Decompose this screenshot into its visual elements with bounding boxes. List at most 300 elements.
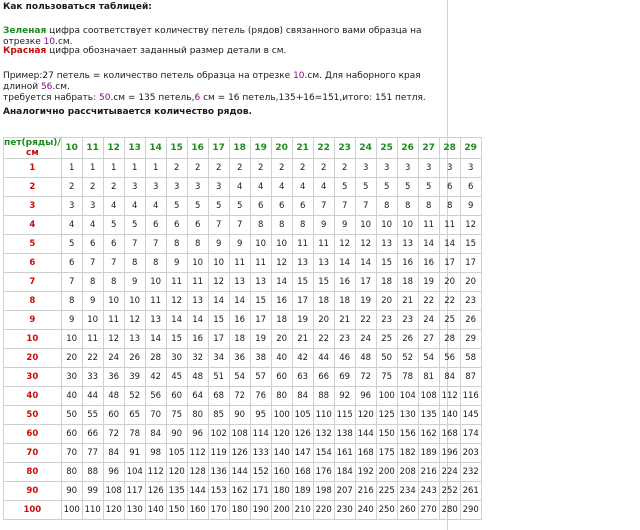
conversion-table — [3, 137, 482, 520]
table-cell: 171 — [250, 482, 271, 501]
table-cell: 19 — [418, 273, 439, 292]
table-cell: 110 — [313, 406, 334, 425]
table-cell: 55 — [82, 406, 103, 425]
table-cell: 170 — [208, 501, 229, 520]
table-cell: 104 — [397, 387, 418, 406]
table-cell: 14 — [166, 311, 187, 330]
table-cell: 190 — [250, 501, 271, 520]
table-cell: 20 — [61, 349, 82, 368]
table-cell: 60 — [166, 387, 187, 406]
table-cell: 133 — [250, 444, 271, 463]
table-cell: 15 — [208, 311, 229, 330]
table-cell: 22 — [313, 330, 334, 349]
table-cell: 18 — [229, 330, 250, 349]
table-cell: 22 — [418, 292, 439, 311]
table-cell: 154 — [313, 444, 334, 463]
corner-top-label: пет(ряды)/ — [4, 138, 61, 148]
table-row — [4, 292, 482, 311]
table-cell: 9 — [313, 216, 334, 235]
table-row — [4, 444, 482, 463]
table-cell: 13 — [313, 254, 334, 273]
table-cell: 42 — [292, 349, 313, 368]
table-cell: 5 — [187, 197, 208, 216]
table-cell: 2 — [187, 159, 208, 178]
table-cell: 6 — [166, 216, 187, 235]
table-cell: 99 — [82, 482, 103, 501]
table-cell: 4 — [271, 178, 292, 197]
table-cell: 16 — [397, 254, 418, 273]
table-row — [4, 387, 482, 406]
table-cell: 7 — [145, 235, 166, 254]
table-cell: 13 — [376, 235, 397, 254]
table-cell: 10 — [82, 311, 103, 330]
table-cell: 20 — [439, 273, 460, 292]
table-cell: 153 — [208, 482, 229, 501]
table-cell: 243 — [418, 482, 439, 501]
table-cell: 20 — [313, 311, 334, 330]
example-num1: 10 — [293, 71, 305, 81]
table-cell: 18 — [376, 273, 397, 292]
green-text-b: .см. — [55, 37, 73, 47]
table-cell: 9 — [61, 311, 82, 330]
table-cell: 4 — [313, 178, 334, 197]
table-cell: 3 — [460, 159, 481, 178]
table-cell: 58 — [460, 349, 481, 368]
example-b: .см. Для наборного края длиной — [3, 71, 421, 92]
red-text: цифра обозначает заданный размер детали в см. — [46, 46, 287, 56]
table-row — [4, 159, 482, 178]
table-cell: 14 — [208, 292, 229, 311]
table-cell: 105 — [292, 406, 313, 425]
table-cell: 15 — [460, 235, 481, 254]
table-cell: 32 — [187, 349, 208, 368]
column-header: 18 — [229, 138, 250, 159]
table-cell: 24 — [103, 349, 124, 368]
table-cell: 126 — [145, 482, 166, 501]
table-cell: 2 — [61, 178, 82, 197]
table-cell: 8 — [187, 235, 208, 254]
table-cell: 12 — [124, 311, 145, 330]
table-cell: 6 — [271, 197, 292, 216]
table-cell: 81 — [418, 368, 439, 387]
table-cell: 51 — [208, 368, 229, 387]
table-cell: 9 — [124, 273, 145, 292]
table-cell: 145 — [460, 406, 481, 425]
red-explanation — [3, 46, 286, 57]
table-cell: 16 — [187, 330, 208, 349]
column-header: 19 — [250, 138, 271, 159]
row-header: 40 — [4, 387, 62, 406]
table-cell: 2 — [313, 159, 334, 178]
table-row — [4, 235, 482, 254]
example-num4: 6 — [194, 93, 201, 103]
table-cell: 30 — [61, 368, 82, 387]
table-cell: 9 — [229, 235, 250, 254]
column-header: 23 — [334, 138, 355, 159]
table-cell: 130 — [397, 406, 418, 425]
table-cell: 144 — [187, 482, 208, 501]
table-cell: 180 — [271, 482, 292, 501]
table-cell: 8 — [250, 216, 271, 235]
table-cell: 11 — [166, 273, 187, 292]
table-cell: 1 — [124, 159, 145, 178]
table-cell: 10 — [208, 254, 229, 273]
table-cell: 19 — [250, 330, 271, 349]
table-cell: 189 — [292, 482, 313, 501]
table-cell: 8 — [103, 273, 124, 292]
table-cell: 17 — [439, 254, 460, 273]
row-header: 100 — [4, 501, 62, 520]
table-cell: 92 — [334, 387, 355, 406]
table-cell: 6 — [460, 178, 481, 197]
table-cell: 125 — [376, 406, 397, 425]
table-cell: 120 — [166, 463, 187, 482]
table-row — [4, 254, 482, 273]
table-cell: 7 — [103, 254, 124, 273]
table-cell: 50 — [61, 406, 82, 425]
table-cell: 40 — [61, 387, 82, 406]
green-number: 10 — [43, 37, 56, 47]
row-header: 6 — [4, 254, 62, 273]
table-cell: 116 — [460, 387, 481, 406]
table-cell: 144 — [355, 425, 376, 444]
table-cell: 3 — [355, 159, 376, 178]
row-header: 70 — [4, 444, 62, 463]
table-row — [4, 178, 482, 197]
table-cell: 120 — [355, 406, 376, 425]
table-cell: 9 — [460, 197, 481, 216]
example-text — [3, 71, 443, 104]
table-cell: 66 — [313, 368, 334, 387]
table-row — [4, 330, 482, 349]
table-cell: 54 — [229, 368, 250, 387]
table-cell: 2 — [82, 178, 103, 197]
table-cell: 45 — [166, 368, 187, 387]
table-cell: 175 — [376, 444, 397, 463]
table-cell: 68 — [208, 387, 229, 406]
column-header: 11 — [82, 138, 103, 159]
table-cell: 13 — [397, 235, 418, 254]
table-cell: 48 — [103, 387, 124, 406]
table-cell: 98 — [145, 444, 166, 463]
column-header: 24 — [355, 138, 376, 159]
column-header: 27 — [418, 138, 439, 159]
table-cell: 15 — [313, 273, 334, 292]
table-cell: 88 — [313, 387, 334, 406]
table-cell: 84 — [145, 425, 166, 444]
table-cell: 28 — [439, 330, 460, 349]
table-cell: 17 — [250, 311, 271, 330]
table-cell: 36 — [229, 349, 250, 368]
row-header: 5 — [4, 235, 62, 254]
table-cell: 24 — [355, 330, 376, 349]
table-cell: 7 — [334, 197, 355, 216]
column-header: 15 — [166, 138, 187, 159]
table-cell: 2 — [229, 159, 250, 178]
table-cell: 64 — [187, 387, 208, 406]
row-header: 10 — [4, 330, 62, 349]
table-cell: 22 — [82, 349, 103, 368]
table-cell: 8 — [145, 254, 166, 273]
table-cell: 72 — [103, 425, 124, 444]
table-cell: 250 — [376, 501, 397, 520]
table-cell: 290 — [460, 501, 481, 520]
table-cell: 5 — [166, 197, 187, 216]
table-cell: 7 — [313, 197, 334, 216]
table-cell: 15 — [292, 273, 313, 292]
table-cell: 108 — [418, 387, 439, 406]
table-cell: 19 — [355, 292, 376, 311]
table-cell: 162 — [229, 482, 250, 501]
table-cell: 12 — [271, 254, 292, 273]
table-cell: 230 — [334, 501, 355, 520]
table-cell: 87 — [460, 368, 481, 387]
table-cell: 3 — [187, 178, 208, 197]
column-header: 17 — [208, 138, 229, 159]
table-cell: 21 — [397, 292, 418, 311]
table-cell: 5 — [61, 235, 82, 254]
table-cell: 14 — [187, 311, 208, 330]
table-cell: 50 — [376, 349, 397, 368]
table-cell: 16 — [334, 273, 355, 292]
table-cell: 23 — [376, 311, 397, 330]
table-cell: 84 — [103, 444, 124, 463]
table-cell: 56 — [145, 387, 166, 406]
table-cell: 27 — [418, 330, 439, 349]
example-d: требуется набрать: — [3, 93, 99, 103]
table-cell: 14 — [229, 292, 250, 311]
row-header: 30 — [4, 368, 62, 387]
column-header: 12 — [103, 138, 124, 159]
column-header: 28 — [439, 138, 460, 159]
table-cell: 11 — [103, 311, 124, 330]
table-cell: 216 — [418, 463, 439, 482]
table-cell: 100 — [271, 406, 292, 425]
table-cell: 7 — [355, 197, 376, 216]
table-cell: 44 — [82, 387, 103, 406]
table-cell: 3 — [376, 159, 397, 178]
table-cell: 10 — [124, 292, 145, 311]
table-cell: 96 — [187, 425, 208, 444]
table-cell: 15 — [166, 330, 187, 349]
table-row — [4, 368, 482, 387]
table-cell: 60 — [103, 406, 124, 425]
table-cell: 260 — [397, 501, 418, 520]
instructions-heading: Как пользоваться таблицей: — [3, 2, 152, 12]
table-cell: 5 — [229, 197, 250, 216]
table-cell: 80 — [187, 406, 208, 425]
table-cell: 16 — [229, 311, 250, 330]
table-cell: 261 — [460, 482, 481, 501]
table-cell: 80 — [271, 387, 292, 406]
table-cell: 8 — [376, 197, 397, 216]
column-header: 25 — [376, 138, 397, 159]
table-cell: 4 — [145, 197, 166, 216]
table-row — [4, 425, 482, 444]
table-cell: 15 — [376, 254, 397, 273]
table-cell: 232 — [460, 463, 481, 482]
table-cell: 14 — [145, 330, 166, 349]
table-cell: 88 — [82, 463, 103, 482]
table-cell: 120 — [271, 425, 292, 444]
table-cell: 11 — [82, 330, 103, 349]
table-cell: 128 — [187, 463, 208, 482]
table-cell: 44 — [313, 349, 334, 368]
table-cell: 112 — [145, 463, 166, 482]
table-cell: 130 — [124, 501, 145, 520]
table-cell: 176 — [313, 463, 334, 482]
table-cell: 140 — [439, 406, 460, 425]
table-cell: 11 — [292, 235, 313, 254]
table-cell: 3 — [82, 197, 103, 216]
table-cell: 6 — [61, 254, 82, 273]
table-cell: 198 — [313, 482, 334, 501]
example-num3: 50 — [99, 93, 111, 103]
table-row — [4, 482, 482, 501]
table-cell: 3 — [418, 159, 439, 178]
table-cell: 56 — [439, 349, 460, 368]
table-cell: 5 — [208, 197, 229, 216]
table-cell: 6 — [103, 235, 124, 254]
table-cell: 26 — [460, 311, 481, 330]
table-cell: 26 — [397, 330, 418, 349]
column-header: 20 — [271, 138, 292, 159]
table-cell: 14 — [334, 254, 355, 273]
table-cell: 252 — [439, 482, 460, 501]
table-cell: 90 — [166, 425, 187, 444]
table-cell: 162 — [418, 425, 439, 444]
table-cell: 57 — [250, 368, 271, 387]
table-cell: 210 — [292, 501, 313, 520]
table-cell: 168 — [355, 444, 376, 463]
table-header-row — [4, 138, 482, 159]
table-cell: 8 — [292, 216, 313, 235]
table-cell: 108 — [103, 482, 124, 501]
table-row — [4, 501, 482, 520]
table-cell: 28 — [145, 349, 166, 368]
table-cell: 6 — [292, 197, 313, 216]
table-cell: 160 — [187, 501, 208, 520]
table-cell: 52 — [124, 387, 145, 406]
table-cell: 23 — [334, 330, 355, 349]
column-header: 14 — [145, 138, 166, 159]
table-cell: 15 — [250, 292, 271, 311]
row-header: 80 — [4, 463, 62, 482]
table-cell: 192 — [355, 463, 376, 482]
table-cell: 126 — [229, 444, 250, 463]
table-cell: 3 — [166, 178, 187, 197]
table-cell: 12 — [460, 216, 481, 235]
table-cell: 2 — [208, 159, 229, 178]
table-cell: 9 — [82, 292, 103, 311]
table-cell: 112 — [439, 387, 460, 406]
table-cell: 40 — [271, 349, 292, 368]
table-cell: 1 — [103, 159, 124, 178]
table-cell: 90 — [61, 482, 82, 501]
table-cell: 3 — [124, 178, 145, 197]
table-cell: 4 — [61, 216, 82, 235]
table-cell: 8 — [166, 235, 187, 254]
column-header: 10 — [61, 138, 82, 159]
table-cell: 6 — [187, 216, 208, 235]
column-header: 13 — [124, 138, 145, 159]
table-cell: 96 — [355, 387, 376, 406]
example-e: .см = 135 петель, — [110, 93, 195, 103]
corner-header — [4, 138, 62, 159]
row-header: 3 — [4, 197, 62, 216]
table-cell: 135 — [166, 482, 187, 501]
table-cell: 11 — [439, 216, 460, 235]
table-row — [4, 197, 482, 216]
table-cell: 160 — [271, 463, 292, 482]
table-cell: 48 — [187, 368, 208, 387]
table-cell: 2 — [292, 159, 313, 178]
table-cell: 20 — [460, 273, 481, 292]
table-cell: 10 — [271, 235, 292, 254]
table-cell: 16 — [271, 292, 292, 311]
table-cell: 30 — [166, 349, 187, 368]
table-cell: 63 — [292, 368, 313, 387]
table-cell: 135 — [418, 406, 439, 425]
table-cell: 54 — [418, 349, 439, 368]
table-cell: 2 — [250, 159, 271, 178]
table-cell: 6 — [250, 197, 271, 216]
table-cell: 10 — [145, 273, 166, 292]
table-cell: 11 — [229, 254, 250, 273]
table-cell: 13 — [145, 311, 166, 330]
table-row — [4, 349, 482, 368]
table-cell: 5 — [334, 178, 355, 197]
table-cell: 20 — [376, 292, 397, 311]
table-cell: 16 — [418, 254, 439, 273]
table-cell: 10 — [250, 235, 271, 254]
table-cell: 11 — [187, 273, 208, 292]
example-f: см = 16 петель,135+16=151,итого: 151 петля. — [200, 93, 426, 103]
table-cell: 4 — [250, 178, 271, 197]
table-cell: 6 — [439, 178, 460, 197]
table-row — [4, 273, 482, 292]
table-cell: 5 — [418, 178, 439, 197]
column-header: 21 — [292, 138, 313, 159]
table-cell: 1 — [145, 159, 166, 178]
table-cell: 196 — [439, 444, 460, 463]
table-cell: 7 — [82, 254, 103, 273]
red-word: Красная — [3, 46, 47, 56]
table-cell: 14 — [418, 235, 439, 254]
table-cell: 1 — [61, 159, 82, 178]
table-cell: 60 — [271, 368, 292, 387]
table-cell: 34 — [208, 349, 229, 368]
table-cell: 14 — [355, 254, 376, 273]
table-cell: 70 — [61, 444, 82, 463]
table-cell: 12 — [355, 235, 376, 254]
table-cell: 17 — [292, 292, 313, 311]
table-cell: 84 — [439, 368, 460, 387]
table-cell: 182 — [397, 444, 418, 463]
table-row — [4, 406, 482, 425]
table-row — [4, 311, 482, 330]
table-cell: 117 — [124, 482, 145, 501]
table-cell: 147 — [292, 444, 313, 463]
table-cell: 91 — [124, 444, 145, 463]
table-cell: 189 — [418, 444, 439, 463]
table-cell: 8 — [82, 273, 103, 292]
table-cell: 8 — [439, 197, 460, 216]
table-cell: 9 — [166, 254, 187, 273]
table-cell: 234 — [397, 482, 418, 501]
green-word: Зеленая — [3, 26, 47, 36]
table-cell: 4 — [103, 197, 124, 216]
